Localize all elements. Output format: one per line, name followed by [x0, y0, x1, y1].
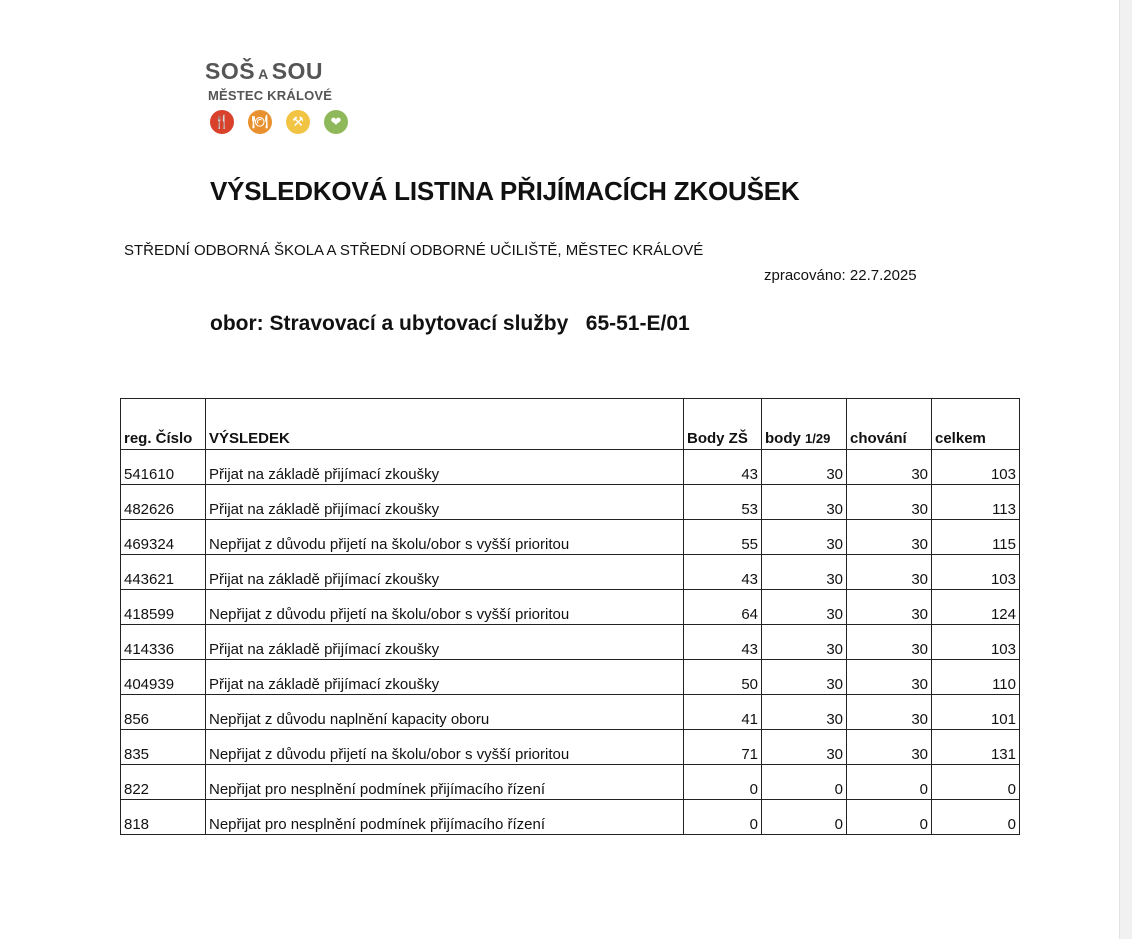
- processed-date: zpracováno: 22.7.2025: [764, 267, 917, 284]
- cell-reg: 414336: [121, 625, 206, 660]
- cell-total: 0: [932, 800, 1020, 835]
- cell-body-zs: 43: [684, 450, 762, 485]
- header-body-129: [762, 399, 847, 450]
- cell-body-129: 0: [762, 800, 847, 835]
- cell-body-129: 30: [762, 555, 847, 590]
- cell-body-zs: 53: [684, 485, 762, 520]
- leaf-heart-icon: ❤: [324, 110, 348, 134]
- cell-total: 103: [932, 555, 1020, 590]
- cell-body-129: 30: [762, 730, 847, 765]
- header-body-zs: Body ZŠ: [684, 399, 762, 450]
- cell-reg: 404939: [121, 660, 206, 695]
- cell-reg: 541610: [121, 450, 206, 485]
- cell-body-129: 30: [762, 695, 847, 730]
- table-header-row: [121, 399, 1020, 450]
- logo-text-sou: SOU: [271, 58, 324, 84]
- cell-result: Přijat na základě přijímací zkoušky: [206, 555, 684, 590]
- table-row: [121, 625, 1020, 660]
- cell-body-129: 30: [762, 450, 847, 485]
- cell-reg: 856: [121, 695, 206, 730]
- cell-total: 0: [932, 765, 1020, 800]
- table-row: [121, 590, 1020, 625]
- cell-behavior: 30: [847, 590, 932, 625]
- cell-result: Nepřijat z důvodu přijetí na školu/obor s vyšší prioritou: [206, 520, 684, 555]
- cell-total: 103: [932, 450, 1020, 485]
- cell-body-zs: 43: [684, 555, 762, 590]
- logo-text-sos: SOŠ: [205, 58, 256, 84]
- cell-body-zs: 0: [684, 800, 762, 835]
- logo-icons: [210, 110, 348, 134]
- logo-town: MĚSTEC KRÁLOVÉ: [208, 88, 333, 103]
- cell-body-129: 30: [762, 660, 847, 695]
- cell-reg: 822: [121, 765, 206, 800]
- cell-reg: 418599: [121, 590, 206, 625]
- logo-line1: [205, 58, 323, 85]
- cell-body-zs: 0: [684, 765, 762, 800]
- table-row: [121, 765, 1020, 800]
- cell-result: Přijat na základě přijímací zkoušky: [206, 625, 684, 660]
- header-body-129-suffix: 1/29: [805, 431, 831, 446]
- cell-body-129: 30: [762, 590, 847, 625]
- school-name: STŘEDNÍ ODBORNÁ ŠKOLA A STŘEDNÍ ODBORNÉ UČILIŠTĚ, MĚSTEC KRÁLOVÉ: [124, 242, 704, 259]
- header-total: celkem: [932, 399, 1020, 450]
- table-row: [121, 450, 1020, 485]
- cell-body-129: 0: [762, 765, 847, 800]
- cell-result: Nepřijat z důvodu naplnění kapacity oboru: [206, 695, 684, 730]
- cell-body-zs: 50: [684, 660, 762, 695]
- cell-body-zs: 71: [684, 730, 762, 765]
- cell-body-zs: 43: [684, 625, 762, 660]
- cell-total: 103: [932, 625, 1020, 660]
- cell-result: Nepřijat z důvodu přijetí na školu/obor s vyšší prioritou: [206, 590, 684, 625]
- cell-reg: 443621: [121, 555, 206, 590]
- header-reg: reg. Číslo: [121, 399, 206, 450]
- table-row: [121, 485, 1020, 520]
- cell-behavior: 30: [847, 695, 932, 730]
- cell-body-129: 30: [762, 625, 847, 660]
- cell-result: Nepřijat z důvodu přijetí na školu/obor s vyšší prioritou: [206, 730, 684, 765]
- cell-behavior: 30: [847, 520, 932, 555]
- cell-body-zs: 41: [684, 695, 762, 730]
- logo-text-a: A: [258, 66, 269, 82]
- cell-total: 131: [932, 730, 1020, 765]
- cell-result: Přijat na základě přijímací zkoušky: [206, 485, 684, 520]
- cell-result: Přijat na základě přijímací zkoušky: [206, 660, 684, 695]
- fork-spoon-icon: 🍽: [248, 110, 272, 134]
- cell-result: Nepřijat pro nesplnění podmínek přijímacího řízení: [206, 800, 684, 835]
- header-result: VÝSLEDEK: [206, 399, 684, 450]
- cell-body-129: 30: [762, 520, 847, 555]
- table-row: [121, 730, 1020, 765]
- cell-reg: 818: [121, 800, 206, 835]
- cell-behavior: 30: [847, 555, 932, 590]
- results-table: [120, 398, 1020, 835]
- cell-result: Nepřijat pro nesplnění podmínek přijímacího řízení: [206, 765, 684, 800]
- cell-reg: 469324: [121, 520, 206, 555]
- cell-behavior: 0: [847, 765, 932, 800]
- table-row: [121, 800, 1020, 835]
- field-of-study: obor: Stravovací a ubytovací služby 65-51-E/01: [210, 312, 690, 335]
- cell-body-zs: 64: [684, 590, 762, 625]
- table-row: [121, 695, 1020, 730]
- cell-reg: 835: [121, 730, 206, 765]
- cell-total: 113: [932, 485, 1020, 520]
- cell-behavior: 30: [847, 450, 932, 485]
- header-body-129-prefix: body: [765, 430, 805, 447]
- cell-total: 115: [932, 520, 1020, 555]
- cell-reg: 482626: [121, 485, 206, 520]
- cell-behavior: 30: [847, 660, 932, 695]
- table-row: [121, 520, 1020, 555]
- cell-body-129: 30: [762, 485, 847, 520]
- cell-total: 124: [932, 590, 1020, 625]
- cell-behavior: 30: [847, 730, 932, 765]
- table-row: [121, 660, 1020, 695]
- table-row: [121, 555, 1020, 590]
- header-behavior: chování: [847, 399, 932, 450]
- cell-behavior: 30: [847, 485, 932, 520]
- cell-total: 110: [932, 660, 1020, 695]
- page-title: VÝSLEDKOVÁ LISTINA PŘIJÍMACÍCH ZKOUŠEK: [210, 176, 800, 206]
- cell-result: Přijat na základě přijímací zkoušky: [206, 450, 684, 485]
- cell-body-zs: 55: [684, 520, 762, 555]
- cell-behavior: 0: [847, 800, 932, 835]
- tools-icon: ⚒: [286, 110, 310, 134]
- school-logo: [205, 58, 365, 138]
- cell-total: 101: [932, 695, 1020, 730]
- cell-behavior: 30: [847, 625, 932, 660]
- cutlery-icon: 🍴: [210, 110, 234, 134]
- scrollbar[interactable]: [1119, 0, 1132, 939]
